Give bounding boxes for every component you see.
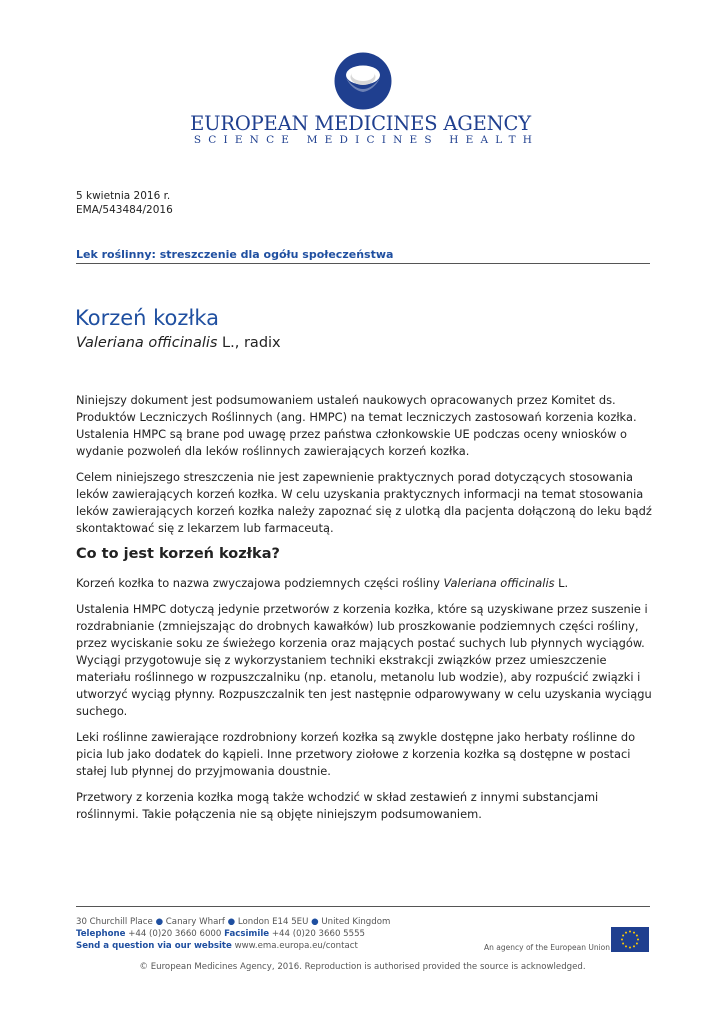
facsimile-label: Facsimile bbox=[224, 929, 270, 939]
page-subtitle bbox=[76, 335, 281, 351]
footer-address bbox=[76, 916, 390, 928]
eu-flag-icon bbox=[611, 927, 649, 952]
latin-suffix: L., radix bbox=[217, 335, 281, 351]
footer-website bbox=[76, 940, 390, 952]
document-type-heading: Lek roślinny: streszczenie dla ogółu społeczeństwa bbox=[76, 248, 650, 264]
section-paragraph-2: Ustalenia HMPC dotyczą jedynie przetworów z korzenia kozłka, które są uzyskiwane przez suszenie i rozdrabnianie (zmniejszając do drobnych kawałków) lub proszkowanie podziemnych części rośliny, przez wyciskanie soku ze świeżego korzenia oraz mających postać suchych lub płynnych wyciągów. Wyciągi przygotowuje się z wykorzystaniem techniki ekstrakcji związków przez umieszczenie materiału roślinnego w rozpuszczalniku (np. etanolu, metanolu lub wodzie), aby rozpuścić związki i utworzyć wyciąg płynny. Rozpuszczalnik ten jest następnie odparowywany w celu uzyskania wyciągu suchego. bbox=[76, 602, 652, 718]
section-paragraph-1 bbox=[76, 575, 656, 592]
footer-phone bbox=[76, 928, 390, 940]
p1-latin: Valeriana officinalis bbox=[443, 576, 555, 590]
question-label: Send a question via our website bbox=[76, 941, 232, 951]
address-line-2: Canary Wharf bbox=[165, 917, 225, 927]
separator-dot: ● bbox=[227, 917, 236, 927]
separator-dot: ● bbox=[155, 917, 164, 927]
p1-prefix: Korzeń kozłka to nazwa zwyczajowa podziemnych części rośliny bbox=[76, 576, 444, 590]
document-date: 5 kwietnia 2016 r. bbox=[76, 190, 171, 202]
intro-paragraph-1: Niniejszy dokument jest podsumowaniem ustaleń naukowych opracowanych przez Komitet ds. Produktów Leczniczych Roślinnych (ang. HMPC) na temat leczniczych zastosowań korzenia kozłka. Ustalenia HMPC są brane pod uwagę przez państwa członkowskie UE podczas oceny wniosków o wydanie pozwoleń dla leków roślinnych zawierających korzeń kozłka. bbox=[76, 393, 637, 458]
p1-suffix: L. bbox=[554, 576, 569, 590]
section-paragraph-4: Przetwory z korzenia kozłka mogą także wchodzić w skład zestawień z innymi substancjami roślinnymi. Takie połączenia nie są objęte niniejszym podsumowaniem. bbox=[76, 790, 599, 821]
section-paragraph-3: Leki roślinne zawierające rozdrobniony korzeń kozłka są zwykle dostępne jako herbaty roślinne do picia lub jako dodatek do kąpieli. Inne przetwory ziołowe z korzenia kozłka są dostępne w postaci stałej lub płynnej do przyjmowania doustnie. bbox=[76, 730, 636, 778]
address-line-4: United Kingdom bbox=[321, 917, 391, 927]
agency-of-eu: An agency of the European Union bbox=[484, 943, 611, 952]
agency-name: EUROPEAN MEDICINES AGENCY bbox=[190, 112, 531, 135]
copyright-notice: © European Medicines Agency, 2016. Reproduction is authorised provided the source is acknowledged. bbox=[139, 962, 586, 972]
ema-logo-icon bbox=[334, 52, 392, 110]
address-line-3: London E14 5EU bbox=[237, 917, 309, 927]
section-heading: Co to jest korzeń kozłka? bbox=[76, 546, 280, 562]
separator-dot: ● bbox=[311, 917, 319, 927]
document-meta bbox=[76, 189, 173, 217]
address-line-1: 30 Churchill Place bbox=[76, 917, 153, 927]
footer-divider bbox=[76, 906, 650, 907]
agency-tagline: SCIENCE MEDICINES HEALTH bbox=[193, 134, 540, 146]
footer-contact bbox=[76, 916, 390, 952]
telephone-number: +44 (0)20 3660 6000 bbox=[128, 929, 222, 939]
document-reference: EMA/543484/2016 bbox=[76, 204, 173, 216]
telephone-label: Telephone bbox=[76, 929, 126, 939]
latin-name: Valeriana officinalis bbox=[76, 335, 218, 351]
website-link[interactable]: www.ema.europa.eu/contact bbox=[234, 941, 358, 951]
facsimile-number: +44 (0)20 3660 5555 bbox=[271, 929, 366, 939]
page-title: Korzeń kozłka bbox=[75, 306, 220, 330]
intro-paragraph-2: Celem niniejszego streszczenia nie jest zapewnienie praktycznych porad dotyczących stosowania leków zawierających korzeń kozłka. W celu uzyskania praktycznych informacji na temat stosowania leków zawierających korzeń kozłka należy zapoznać się z ulotką dla pacjenta dołączoną do leku bądź skontaktować się z lekarzem lub farmaceutą. bbox=[76, 470, 652, 535]
document-body bbox=[76, 392, 656, 832]
ema-logo bbox=[0, 52, 725, 110]
